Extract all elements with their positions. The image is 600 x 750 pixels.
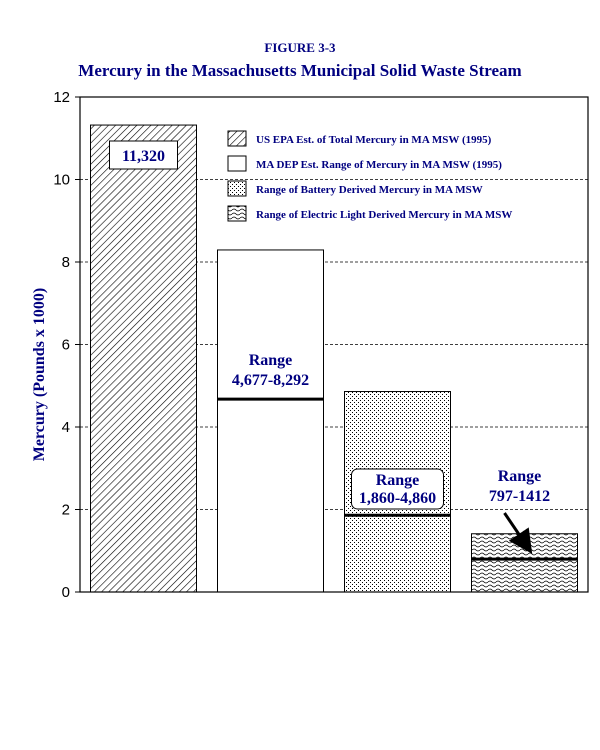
legend-swatch <box>228 131 246 146</box>
data-label-bar-1: 11,320 <box>121 148 166 165</box>
legend-label: Range of Battery Derived Mercury in MA MSW <box>256 184 483 196</box>
y-axis <box>53 89 80 601</box>
y-tick-label: 8 <box>61 254 70 271</box>
data-label-bar-3-range: 1,860-4,860 <box>358 490 437 507</box>
bar-2 <box>218 250 324 592</box>
data-label-bar-2-range: 4,677-8,292 <box>231 372 310 389</box>
y-tick-label: 6 <box>61 336 70 354</box>
legend-swatch <box>228 181 246 196</box>
data-label-bar-4-range: 797-1412 <box>488 488 551 505</box>
data-label-bar-2-title: Range <box>248 352 293 369</box>
y-axis-label: Mercury (Pounds x 1000) <box>31 287 48 462</box>
y-tick-label: 0 <box>61 584 70 601</box>
y-tick-label: 2 <box>61 501 70 519</box>
data-label-bar-4-title: Range <box>497 468 542 485</box>
legend-swatch <box>228 206 246 221</box>
legend-label: MA DEP Est. Range of Mercury in MA MSW (1995) <box>256 159 502 171</box>
figure-label: FIGURE 3-3 <box>264 40 336 55</box>
legend-swatch <box>228 156 246 171</box>
y-tick-label: 12 <box>53 89 70 106</box>
y-tick-label: 10 <box>53 171 70 189</box>
legend <box>228 131 512 221</box>
chart-title: Mercury in the Massachusetts Municipal Solid Waste Stream <box>78 61 522 80</box>
legend-label: Range of Electric Light Derived Mercury in MA MSW <box>256 209 513 221</box>
data-label-bar-3-title: Range <box>375 472 420 489</box>
bar-1 <box>91 125 197 592</box>
legend-label: US EPA Est. of Total Mercury in MA MSW (1995) <box>256 134 492 146</box>
y-tick-label: 4 <box>61 419 70 436</box>
